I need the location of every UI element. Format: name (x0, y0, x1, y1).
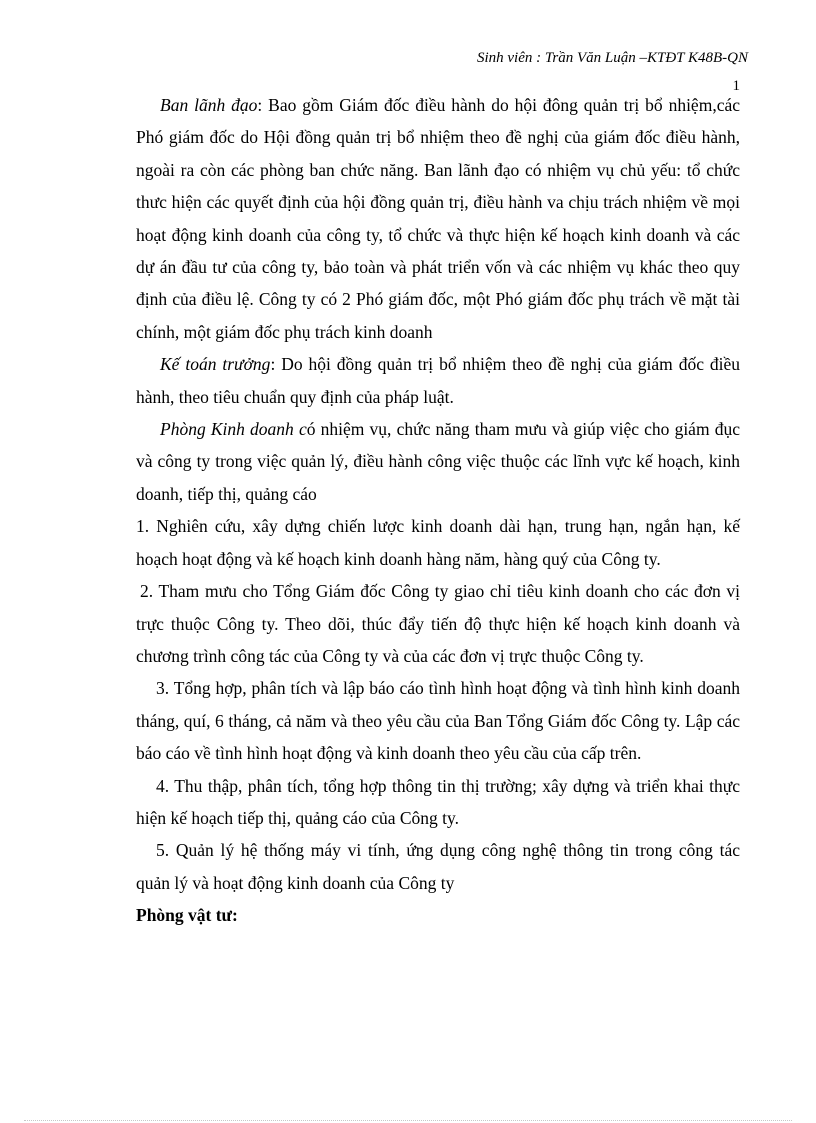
paragraph-ke-toan-truong (136, 348, 740, 413)
page-header: Sinh viên : Trần Văn Luận –KTĐT K48B-QN (476, 50, 748, 66)
list-item: 2. Tham mưu cho Tổng Giám đốc Công ty giao chỉ tiêu kinh doanh cho các đơn vị trực thuộc Công ty. Theo dõi, thúc đẩy tiến độ thực hiện kế hoạch kinh doanh và chương trình công tác của Công ty và của các đơn vị trực thuộc Công ty. (136, 581, 740, 666)
term-phong-kinh-doanh: Phòng Kinh doanh c (160, 419, 307, 440)
list-item: 1. Nghiên cứu, xây dựng chiến lược kinh doanh dài hạn, trung hạn, ngắn hạn, kế hoạch hoạt động và kế hoạch kinh doanh hàng năm, hàng quý của Công ty. (136, 516, 740, 569)
term-ban-lanh-dao: Ban lãnh đạo (160, 95, 258, 115)
term-ke-toan-truong: Kế toán trưởng (160, 354, 271, 375)
page-bottom-divider (24, 1120, 792, 1121)
paragraph-text: : Do hội đồng quản trị bổ nhiệm theo đề nghị của giám đốc điều hành, theo tiêu chuẩn quy định của pháp luật. (136, 354, 741, 407)
paragraph-text: : Bao gồm Giám đốc điều hành do hội đông quản trị bổ nhiệm,các Phó giám đốc do Hội đồng quản trị bổ nhiệm theo đề nghị của giám đốc điều hành, ngoài ra còn các phòng ban chức năng. Ban lãnh đạo có nhiệm vụ chủ yếu: tổ chức thưc hiện các quyết định của hội đồng quản trị, điều hành va chịu trách nhiệm về mọi hoạt động kinh doanh của công ty, tổ chức và thực hiện kế hoạch kinh doanh và các dự án đầu tư của công ty, bảo toàn và phát triển vốn và các nhiệm vụ khác theo quy định của điều lệ. Công ty có 2 Phó giám đốc, một Phó giám đốc phụ trách về mặt tài chính, một giám đốc phụ trách kinh doanh (136, 95, 740, 342)
list-item: 4. Thu thập, phân tích, tổng hợp thông tin thị trường; xây dựng và triển khai thực hiện kế hoạch tiếp thị, quảng cáo của Công ty. (136, 775, 740, 828)
list-item: 5. Quản lý hệ thống máy vi tính, ứng dụng công nghệ thông tin trong công tác quản lý và hoạt động kinh doanh của Công ty (136, 840, 740, 893)
paragraph-phong-kinh-doanh (136, 413, 740, 510)
page-number: 1 (732, 78, 740, 94)
list-item: 3. Tổng hợp, phân tích và lập báo cáo tình hình hoạt động và tình hình kinh doanh tháng, quí, 6 tháng, cả năm và theo yêu cầu của Ban Tổng Giám đốc Công ty. Lập các báo cáo về tình hình hoạt động và kinh doanh theo yêu cầu của cấp trên. (136, 678, 740, 764)
section-heading-phong-vat-tu: Phòng vật tư: (136, 905, 238, 926)
paragraph-text: ó nhiệm vụ, chức năng tham mưu và giúp việc cho giám đục và công ty trong việc quản lý, điều hành công việc thuộc các lĩnh vực kế hoạch, kinh doanh, tiếp thị, quảng cáo (136, 419, 740, 504)
document-body (136, 89, 740, 932)
paragraph-ban-lanh-dao (136, 89, 740, 348)
